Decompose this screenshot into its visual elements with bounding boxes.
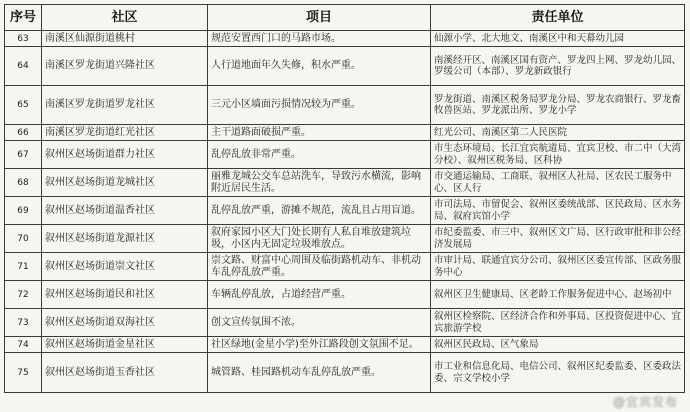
cell-item: 创文宣传氛围不浓。	[208, 309, 431, 337]
cell-unit: 市纪委监委、市三中、叙州区文广局、区行政审批和非公经济发展局	[431, 225, 685, 253]
cell-no: 67	[5, 141, 42, 169]
watermark: @宜宾发布	[612, 395, 678, 409]
cell-area: 叙州区赵场街道龙城社区	[42, 169, 208, 197]
cell-unit: 市审计局、联通宜宾分公司、叙州区区委宣传部、区政务服务中心	[431, 253, 685, 281]
cell-area: 叙州区赵场街道温香社区	[42, 197, 208, 225]
cell-area: 叙州区赵场街道双海社区	[42, 309, 208, 337]
cell-area: 南溪区罗龙街道红光社区	[42, 125, 208, 141]
cell-item: 规范安置西门口的马路市场。	[208, 31, 431, 47]
table-header-row	[5, 5, 685, 31]
cell-area: 叙州区赵场街道群力社区	[42, 141, 208, 169]
cell-no: 73	[5, 309, 42, 337]
header-unit: 责任单位	[431, 5, 685, 31]
cell-no: 75	[5, 353, 42, 393]
cell-unit: 仙源小学、北大地文、南溪区中和天幕幼儿园	[431, 31, 685, 47]
cell-item: 三元小区墙面污损情况较为严重。	[208, 86, 431, 125]
cell-area: 南溪区罗龙街道兴隆社区	[42, 47, 208, 86]
table-row	[5, 337, 685, 353]
table-row	[5, 353, 685, 393]
cell-area: 叙州区赵场街道民和社区	[42, 281, 208, 309]
table-row	[5, 253, 685, 281]
cell-area: 南溪区罗龙街道罗龙社区	[42, 86, 208, 125]
cell-unit: 市司法局、市留促会、叙州区委统战部、区民政局、区水务局、叙府宾馆小学	[431, 197, 685, 225]
cell-area: 叙州区赵场街道龙源社区	[42, 225, 208, 253]
table-row	[5, 169, 685, 197]
header-area: 社区	[42, 5, 208, 31]
cell-no: 63	[5, 31, 42, 47]
table-row	[5, 141, 685, 169]
cell-unit: 叙州区民政局、区气象局	[431, 337, 685, 353]
cell-no: 68	[5, 169, 42, 197]
cell-item: 车辆乱停乱放，占道经营严重。	[208, 281, 431, 309]
cell-item: 城管路、桂园路机动车乱停乱放严重。	[208, 353, 431, 393]
cell-no: 71	[5, 253, 42, 281]
cell-unit: 罗龙街道、南溪区税务局罗龙分局、罗龙农商银行、罗龙畜牧兽医站、罗龙派出所、罗龙小学	[431, 86, 685, 125]
cell-unit: 市生态环境局、长江宜宾航道局、宜宾卫校、市二中（大湾分校）、叙州区税务局、区科协	[431, 141, 685, 169]
cell-no: 74	[5, 337, 42, 353]
cell-item: 社区绿地(金星小学)至外江路段创文氛围不足。	[208, 337, 431, 353]
cell-unit: 市交通运输局、工商联、叙州区人社局、区农民工服务中心、区人行	[431, 169, 685, 197]
cell-item: 叙府家园小区大门处长期有人私自堆放建筑垃圾，小区内无固定垃圾堆放点。	[208, 225, 431, 253]
cell-unit: 市工业和信息化局、电信公司、叙州区纪委监委、区委政法委、宗文学校小学	[431, 353, 685, 393]
cell-no: 69	[5, 197, 42, 225]
cell-item: 乱停乱放严重，游摊不规范，流乱且占用盲道。	[208, 197, 431, 225]
cell-area: 叙州区赵场街道崇文社区	[42, 253, 208, 281]
cell-unit: 南溪经开区、南溪区国有资产、罗龙四上网、罗龙幼儿园、罗缓公司（本部）、罗龙新政银行	[431, 47, 685, 86]
cell-no: 65	[5, 86, 42, 125]
cell-area: 叙州区赵场街道玉香社区	[42, 353, 208, 393]
responsibility-table	[4, 4, 685, 393]
cell-item: 主干道路面破损严重。	[208, 125, 431, 141]
cell-item: 丽雅龙城公交车总站洗车，导致污水横流，影响附近居民生活。	[208, 169, 431, 197]
cell-no: 72	[5, 281, 42, 309]
table-row	[5, 309, 685, 337]
cell-area: 南溪区仙源街道桃村	[42, 31, 208, 47]
header-no: 序号	[5, 5, 42, 31]
cell-no: 70	[5, 225, 42, 253]
table-row	[5, 31, 685, 47]
cell-unit: 红光公司、南溪区第二人民医院	[431, 125, 685, 141]
table-row	[5, 47, 685, 86]
header-item: 项目	[208, 5, 431, 31]
cell-no: 66	[5, 125, 42, 141]
table-row	[5, 125, 685, 141]
table-row	[5, 225, 685, 253]
table-row	[5, 281, 685, 309]
table-row	[5, 197, 685, 225]
cell-item: 乱停乱放非常严重。	[208, 141, 431, 169]
table-row	[5, 86, 685, 125]
cell-no: 64	[5, 47, 42, 86]
cell-unit: 叙州区卫生健康局、区老龄工作服务促进中心、赵场初中	[431, 281, 685, 309]
cell-item: 人行道地面年久失修，积水严重。	[208, 47, 431, 86]
cell-item: 崇文路、财富中心周围及临街路机动车、非机动车乱停乱放严重。	[208, 253, 431, 281]
cell-area: 叙州区赵场街道金星社区	[42, 337, 208, 353]
cell-unit: 叙州区检察院、区经济合作和外事局、区投资促进中心、宜宾旅游学校	[431, 309, 685, 337]
